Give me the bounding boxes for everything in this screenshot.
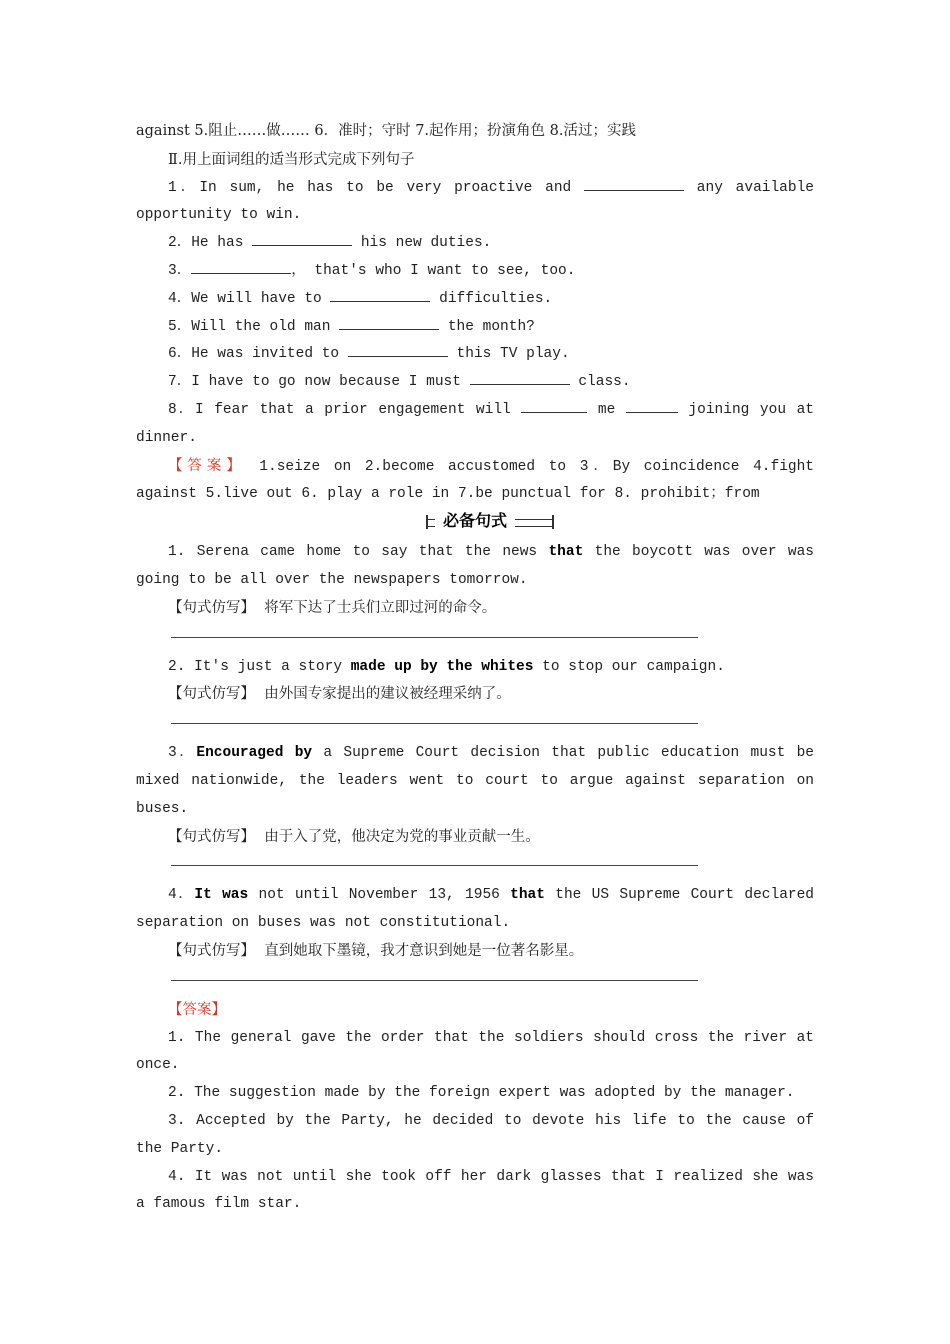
answer-blank[interactable] bbox=[252, 231, 352, 246]
document-page bbox=[136, 118, 814, 1219]
section3-answer-label: 【答案】 bbox=[168, 1001, 226, 1018]
answer-blank[interactable] bbox=[191, 259, 291, 274]
answer-blank[interactable] bbox=[348, 342, 448, 357]
answer-blank[interactable] bbox=[339, 315, 439, 330]
imitate-prompt-2: 【句式仿写】 由外国专家提出的建议被经理采纳了。 bbox=[168, 686, 511, 703]
imitate-prompt-1: 【句式仿写】 将军下达了士兵们立即过河的命令。 bbox=[168, 599, 497, 616]
answer-label: 【答案】 bbox=[168, 457, 246, 474]
writing-line[interactable] bbox=[171, 627, 698, 638]
imitate-prompt-3: 【句式仿写】 由于入了党，他决定为党的事业贡献一生。 bbox=[168, 828, 540, 845]
model-answer-3: 3. Accepted by the Party, he decided to devote his life to the cause of the Party. bbox=[136, 1112, 814, 1157]
top-line bbox=[136, 118, 814, 147]
model-answer-2: 2. The suggestion made by the foreign expert was adopted by the manager. bbox=[168, 1085, 795, 1102]
section2-heading: Ⅱ.用上面词组的适当形式完成下列句子 bbox=[168, 151, 415, 168]
section3-header bbox=[136, 509, 814, 539]
answer-blank[interactable] bbox=[626, 398, 678, 413]
answer-text: 1.seize on 2.become accustomed to 3．By coincidence 4.fight against 5.live out 6. play a role in 7.be punctual for 8. prohibit；from bbox=[136, 458, 815, 503]
pattern-sentence-2: 2. It's just a story made up by the whites to stop our campaign. bbox=[168, 658, 725, 675]
answer-blank[interactable] bbox=[584, 176, 684, 191]
exercise-item-4: 4．We will have to difficulties. bbox=[136, 286, 814, 314]
imitate-prompt-4: 【句式仿写】 直到她取下墨镜，我才意识到她是一位著名影星。 bbox=[168, 942, 584, 959]
exercise-item-7: 7．I have to go now because I must class. bbox=[136, 369, 814, 397]
model-answer-1: 1. The general gave the order that the soldiers should cross the river at once. bbox=[136, 1029, 814, 1074]
pattern-sentence-3: 3．Encouraged by a Supreme Court decision that public education must be mixed nationwide, the leaders went to court to argue against separation on buses. bbox=[136, 745, 815, 817]
writing-line[interactable] bbox=[171, 970, 698, 981]
section2-answers bbox=[136, 453, 814, 510]
section3-title: 必备句式 bbox=[435, 509, 515, 533]
pattern-sentence-4: 4．It was not until November 13, 1956 that the US Supreme Court declared separation on buses was not constitutional. bbox=[136, 887, 815, 932]
answer-blank[interactable] bbox=[521, 398, 587, 413]
exercise-item-5: 5．Will the old man the month? bbox=[136, 314, 814, 342]
exercise-item-8: 8．I fear that a prior engagement will me joining you at dinner. bbox=[136, 397, 814, 453]
exercise-item-2: 2．He has his new duties. bbox=[136, 230, 814, 258]
writing-line[interactable] bbox=[171, 855, 698, 866]
answer-blank[interactable] bbox=[330, 287, 430, 302]
exercise-item-6: 6．He was invited to this TV play. bbox=[136, 341, 814, 369]
top-line-text: against 5.阻止……做…… 6．准时；守时 7.起作用；扮演角色 8.活过；实践 bbox=[136, 123, 636, 139]
model-answer-4: 4. It was not until she took off her dark glasses that I realized she was a famous film star. bbox=[136, 1168, 814, 1213]
pattern-sentence-1: 1. Serena came home to say that the news that the boycott was over was going to be all over the newspapers tomorrow. bbox=[136, 544, 814, 588]
answer-blank[interactable] bbox=[470, 370, 570, 385]
writing-line[interactable] bbox=[171, 713, 698, 724]
exercise-item-3: 3． ， that's who I want to see, too. bbox=[136, 258, 814, 286]
exercise-item-1: 1．In sum, he has to be very proactive and any available opportunity to win. bbox=[136, 175, 814, 231]
